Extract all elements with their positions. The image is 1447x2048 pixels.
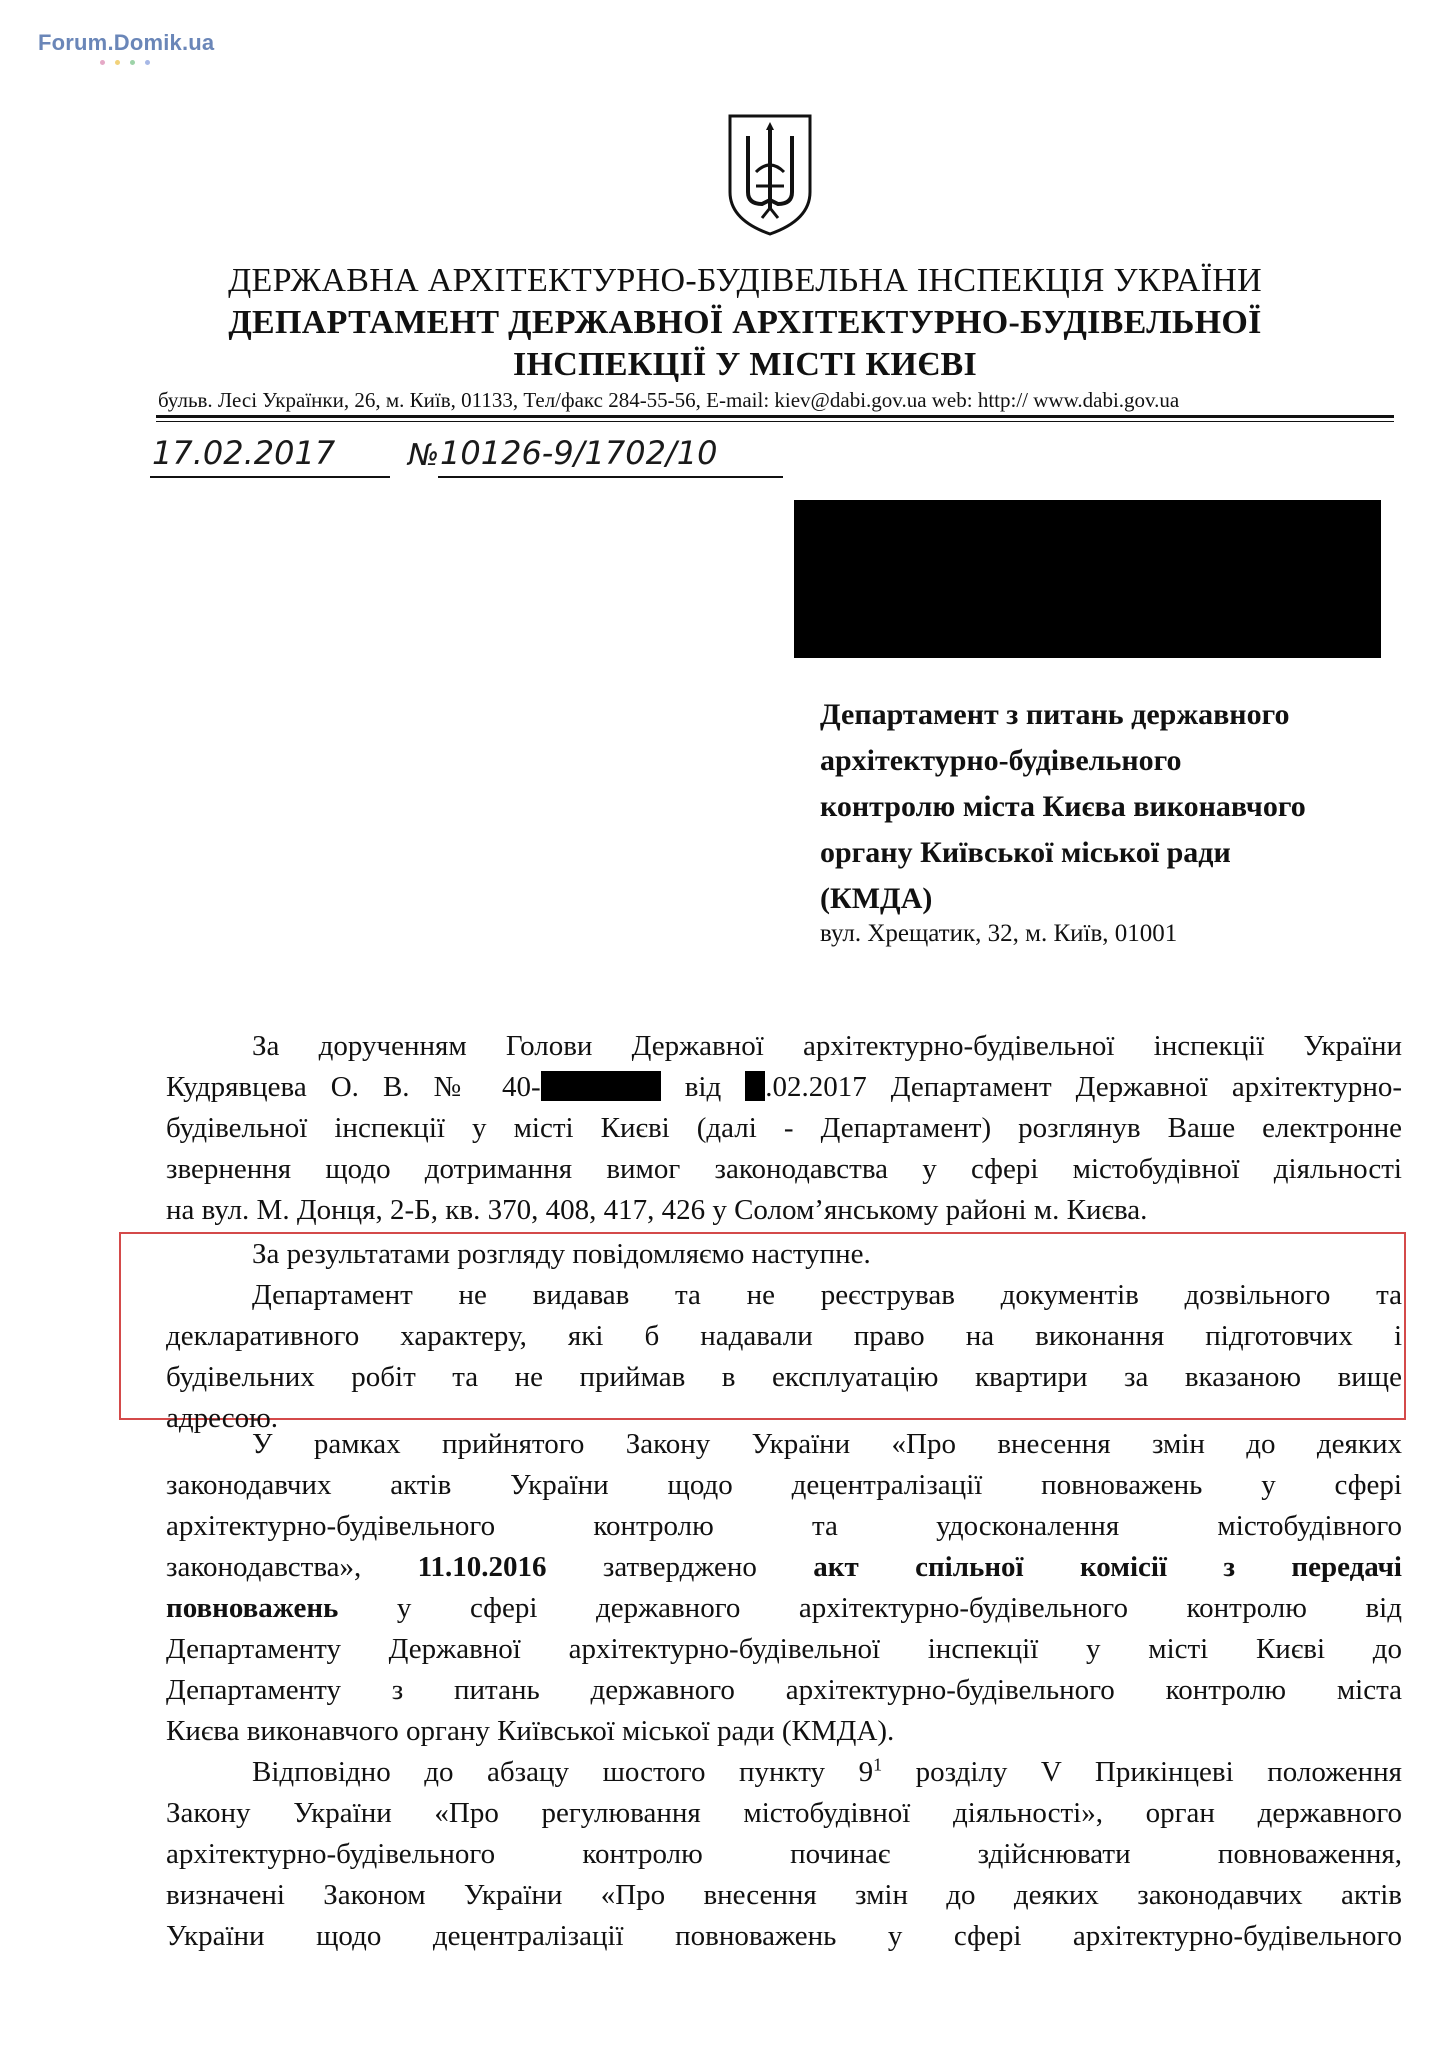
- redacted-number: [541, 1071, 661, 1101]
- recipient-line: Департамент з питань державного: [820, 698, 1290, 731]
- text-line: архітектурно-будівельного контролю та удосконалення містобудівного: [166, 1510, 1402, 1542]
- paragraph-1: [166, 1026, 1402, 1231]
- text-line: декларативного характеру, які б надавали право на виконання підготовчих і: [166, 1320, 1402, 1352]
- department-name-line1: ДЕПАРТАМЕНТ ДЕРЖАВНОЇ АРХІТЕКТУРНО-БУДІВЕЛЬНОЇ: [228, 304, 1262, 341]
- contact-line: бульв. Лесі Українки, 26, м. Київ, 01133, Тел/факс 284-55-56, E-mail: kiev@dabi.gov.ua web: http:// www.dabi.gov.ua: [158, 388, 1180, 412]
- text-line: Києва виконавчого органу Київської міської ради (КМДА).: [166, 1715, 895, 1747]
- redacted-day: [745, 1071, 765, 1101]
- recipient-line: органу Київської міської ради: [820, 836, 1231, 869]
- watermark-dot: [145, 60, 150, 65]
- reference-no-label: №: [408, 438, 440, 473]
- redacted-addressee: [794, 500, 1381, 658]
- reference-number-underline: [438, 476, 783, 478]
- watermark-dot: [130, 60, 135, 65]
- header-rule: [156, 415, 1394, 418]
- text-line: [166, 1067, 1402, 1108]
- text-line: [166, 1588, 1402, 1629]
- text-line: За дорученням Голови Державної архітектурно-будівельної інспекції України: [252, 1030, 1402, 1062]
- recipient-street: вул. Хрещатик, 32, м. Київ, 01001: [820, 920, 1178, 947]
- text-line: визначені Законом України «Про внесення змін до деяких законодавчих актів: [166, 1879, 1402, 1911]
- text-line: Департаменту з питань державного архітектурно-будівельного контролю міста: [166, 1674, 1402, 1706]
- reference-date: 17.02.2017: [152, 434, 336, 472]
- text-fragment: від: [684, 1071, 722, 1103]
- superscript: 1: [873, 1754, 883, 1775]
- reference-date-underline: [150, 476, 390, 478]
- recipient-block: [820, 692, 1380, 922]
- text-fragment: Відповідно до абзацу шостого пункту 9: [252, 1756, 874, 1788]
- recipient-line: контролю міста Києва виконавчого: [820, 790, 1306, 823]
- recipient-line: (КМДА): [820, 882, 933, 915]
- text-line: законодавчих актів України щодо децентралізації повноважень у сфері: [166, 1469, 1402, 1501]
- watermark-logo: Forum.Domik.ua: [38, 30, 215, 55]
- agency-name: ДЕРЖАВНА АРХІТЕКТУРНО-БУДІВЕЛЬНА ІНСПЕКЦІЯ УКРАЇНИ: [228, 262, 1262, 299]
- paragraph-5: [166, 1752, 1402, 1957]
- text-line: на вул. М. Донця, 2-Б, кв. 370, 408, 417, 426 у Солом’янському районі м. Києва.: [166, 1194, 1148, 1226]
- act-bold: повноважень: [166, 1592, 339, 1624]
- reference-number: 10126-9/1702/10: [440, 434, 718, 472]
- paragraph-4: [166, 1424, 1402, 1752]
- text-line: Департаменту Державної архітектурно-будівельної інспекції у місті Києві до: [166, 1633, 1402, 1665]
- date-bold: 11.10.2016: [417, 1551, 547, 1583]
- watermark-dot: [100, 60, 105, 65]
- text-fragment: .02.2017 Департамент Державної архітектурно-: [765, 1071, 1403, 1103]
- watermark-dot: [115, 60, 120, 65]
- text-fragment: затверджено: [546, 1551, 814, 1583]
- text-line: адресою.: [166, 1402, 279, 1434]
- text-line: будівельної інспекції у місті Києві (далі - Департамент) розглянув Ваше електронне: [166, 1112, 1402, 1144]
- text-fragment: розділу V Прикінцеві положення: [882, 1756, 1402, 1788]
- paragraph-2: [166, 1234, 1402, 1275]
- text-line: [166, 1752, 1402, 1793]
- text-line: Департамент не видавав та не реєстрував документів дозвільного та: [252, 1279, 1402, 1311]
- recipient-line: архітектурно-будівельного: [820, 744, 1182, 777]
- text-line: України щодо децентралізації повноважень у сфері архітектурно-будівельного: [166, 1920, 1402, 1952]
- watermark-dots: [100, 60, 150, 65]
- text-line: [166, 1547, 1402, 1588]
- text-fragment: Кудрявцева О. В. № 40-: [166, 1071, 541, 1103]
- text-line: звернення щодо дотримання вимог законодавства у сфері містобудівної діяльності: [166, 1153, 1402, 1185]
- header-rule-thin: [156, 421, 1394, 422]
- text-line: За результатами розгляду повідомляємо наступне.: [252, 1238, 871, 1270]
- department-name-line2: ІНСПЕКЦІЇ У МІСТІ КИЄВІ: [512, 346, 978, 383]
- text-fragment: у сфері державного архітектурно-будівельного контролю від: [338, 1592, 1402, 1624]
- text-fragment: законодавства»,: [166, 1551, 418, 1583]
- trident-icon: [722, 112, 818, 238]
- text-line: будівельних робіт та не приймав в експлуатацію квартири за вказаною вище: [166, 1361, 1402, 1393]
- text-line: Закону України «Про регулювання містобудівної діяльності», орган державного: [166, 1797, 1402, 1829]
- text-line: архітектурно-будівельного контролю починає здійснювати повноваження,: [166, 1838, 1402, 1870]
- text-line: У рамках прийнятого Закону України «Про внесення змін до деяких: [252, 1428, 1402, 1460]
- paragraph-3: [166, 1275, 1402, 1439]
- act-bold: акт спільної комісії з передачі: [813, 1551, 1402, 1583]
